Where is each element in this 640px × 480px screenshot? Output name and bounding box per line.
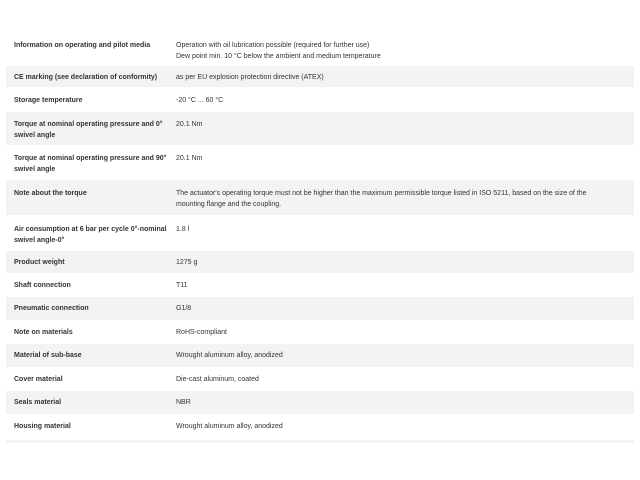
spec-label-line: Torque at nominal operating pressure and 0° [14,121,163,128]
spec-value-line: as per EU explosion protection directive (ATEX) [176,74,324,81]
spec-label [6,32,176,51]
spec-value-line: NBR [176,399,191,406]
spec-row [6,321,634,344]
spec-label [6,146,176,175]
spec-label-line: Pneumatic connection [14,305,89,312]
spec-label-line: Product weight [14,259,65,266]
spec-value-line: 20.1 Nm [176,121,203,128]
spec-label [6,88,176,106]
spec-label-line: Cover material [14,376,63,383]
spec-value [176,321,634,338]
spec-value [176,88,634,106]
spec-label [6,112,176,141]
spec-value [176,112,634,130]
spec-value-line: T11 [176,282,188,289]
spec-row [6,88,634,112]
spec-label [6,321,176,338]
spec-value-line: Operation with oil lubrication possible (required for further use) [176,42,370,49]
spec-value-line: Dew point min. 10 °C below the ambient and medium temperature [176,53,381,60]
spec-value [176,368,634,385]
spec-label-line: Shaft connection [14,282,71,289]
spec-value [176,66,634,83]
spec-label-line: Note on materials [14,329,73,336]
spec-label [6,251,176,268]
spec-value-line: 1275 g [176,259,198,266]
spec-row [6,274,634,297]
spec-value [176,216,634,235]
spec-label [6,274,176,291]
spec-label-line: Information on operating and pilot media [14,42,151,49]
spec-row [6,251,634,274]
spec-row [6,391,634,415]
spec-row [6,112,634,146]
spec-value-line: G1/8 [176,305,192,312]
spec-label-line: Torque at nominal operating pressure and 90° [14,155,167,162]
spec-value [176,251,634,268]
spec-row [6,368,634,391]
spec-table [6,32,634,439]
spec-row [6,344,634,368]
spec-label-line: Material of sub-base [14,352,82,359]
spec-row [6,146,634,180]
spec-value-line: Die-cast aluminum, coated [176,376,259,383]
spec-row [6,66,634,88]
spec-label [6,66,176,83]
spec-label-line: Housing material [14,423,71,430]
spec-row [6,180,634,216]
spec-row [6,415,634,439]
spec-value-line: The actuator's operating torque must not be higher than the maximum permissible torque listed in ISO 5211, based on the size of the [176,190,587,197]
spec-label-line: Note about the torque [14,190,87,197]
spec-label-line: Seals material [14,399,62,406]
spec-value [176,180,634,210]
spec-label [6,297,176,314]
spec-label-line: swivel angle [14,132,56,139]
spec-value [176,146,634,164]
spec-value-line: 1.8 l [176,226,190,233]
spec-label-line: swivel angle [14,166,56,173]
spec-value-line: -20 °C ... 60 °C [176,97,224,104]
spec-value-line: 20.1 Nm [176,155,203,162]
spec-label-line: Air consumption at 6 bar per cycle 0°-nominal [14,226,167,233]
spec-label-line: swivel angle-0° [14,237,65,244]
spec-label [6,368,176,385]
spec-value-line: Wrought aluminum alloy, anodized [176,423,283,430]
spec-label [6,391,176,408]
spec-value-line: RoHS-compliant [176,329,227,336]
spec-row [6,216,634,251]
spec-value-line: mounting flange and the coupling. [176,201,282,208]
spec-label-line: CE marking (see declaration of conformity) [14,74,158,81]
spec-value [176,274,634,291]
spec-label [6,415,176,432]
spec-value [176,32,634,62]
spec-value [176,415,634,432]
spec-value-line: Wrought aluminum alloy, anodized [176,352,283,359]
spec-value [176,391,634,408]
spec-value [176,297,634,314]
spec-value [176,344,634,361]
spec-label-line: Storage temperature [14,97,83,104]
spec-label [6,180,176,199]
spec-row [6,297,634,321]
spec-row [6,32,634,66]
table-bottom-rule [6,440,634,443]
spec-label [6,344,176,361]
spec-label [6,216,176,246]
